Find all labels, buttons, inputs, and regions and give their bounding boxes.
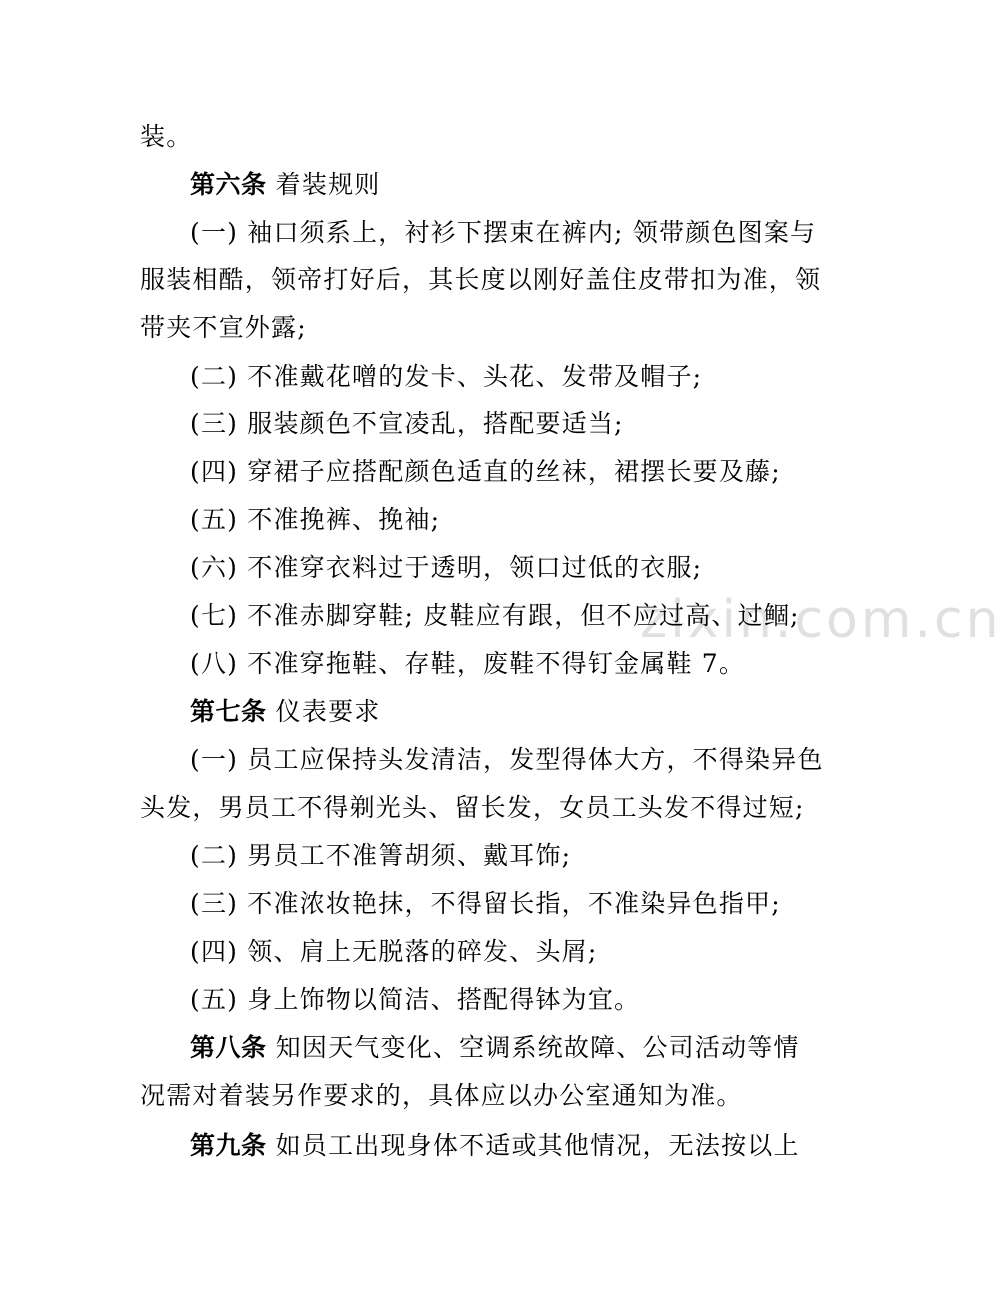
text-line: (七) 不准赤脚穿鞋; 皮鞋应有跟，但不应过高、过鲴; [190, 601, 800, 630]
text-line: (五) 身上饰物以简洁、搭配得钵为宜。 [190, 985, 641, 1014]
text-line: 况需对着装另作要求的，具体应以办公室通知为准。 [140, 1081, 743, 1110]
article-title: 着装规则 [266, 170, 381, 199]
text-line: (四) 穿裙子应搭配颜色适直的丝袜，裙摆长要及藤; [190, 457, 781, 486]
article-heading [190, 1131, 800, 1161]
article-number: 第九条 [190, 1131, 267, 1160]
text-line: 带夹不宣外露; [140, 313, 307, 342]
article-body: 如员工出现身体不适或其他情况，无法按以上 [266, 1131, 800, 1160]
text-line: 装。 [140, 122, 193, 151]
article-heading [190, 1033, 800, 1063]
article-number: 第七条 [190, 697, 267, 726]
article-heading [190, 697, 380, 727]
text-line: (四) 领、肩上无脱落的碎发、头屑; [190, 937, 598, 966]
text-line: (二) 不准戴花噌的发卡、头花、发带及帽子; [190, 362, 703, 391]
text-line: (八) 不准穿拖鞋、存鞋，废鞋不得钉金属鞋 7。 [190, 649, 746, 678]
article-title: 仪表要求 [266, 697, 381, 726]
text-line: (三) 不准浓妆艳抹，不得留长指，不准染异色指甲; [190, 889, 781, 918]
text-line: (六) 不准穿衣料过于透明，领口过低的衣服; [190, 553, 703, 582]
article-number: 第六条 [190, 170, 267, 199]
article-heading [190, 170, 380, 200]
text-line: (五) 不准挽裤、挽袖; [190, 505, 441, 534]
text-line: (三) 服装颜色不宣凌乱，搭配要适当; [190, 409, 624, 438]
text-line: (一) 员工应保持头发清洁，发型得体大方，不得染异色 [190, 745, 824, 774]
text-line: (一) 袖口须系上，衬衫下摆束在裤内; 领带颜色图案与 [190, 218, 817, 247]
article-body: 知因天气变化、空调系统故障、公司活动等情 [266, 1033, 800, 1062]
text-line: 服装相酷，领帝打好后，其长度以刚好盖住皮带扣为准，领 [140, 265, 822, 294]
text-line: (二) 男员工不准箐胡须、戴耳饰; [190, 841, 572, 870]
watermark-text: zixin.com.cn [640, 590, 1002, 650]
article-number: 第八条 [190, 1033, 267, 1062]
text-line: 头发，男员工不得剃光头、留长发，女员工头发不得过短; [140, 793, 805, 822]
